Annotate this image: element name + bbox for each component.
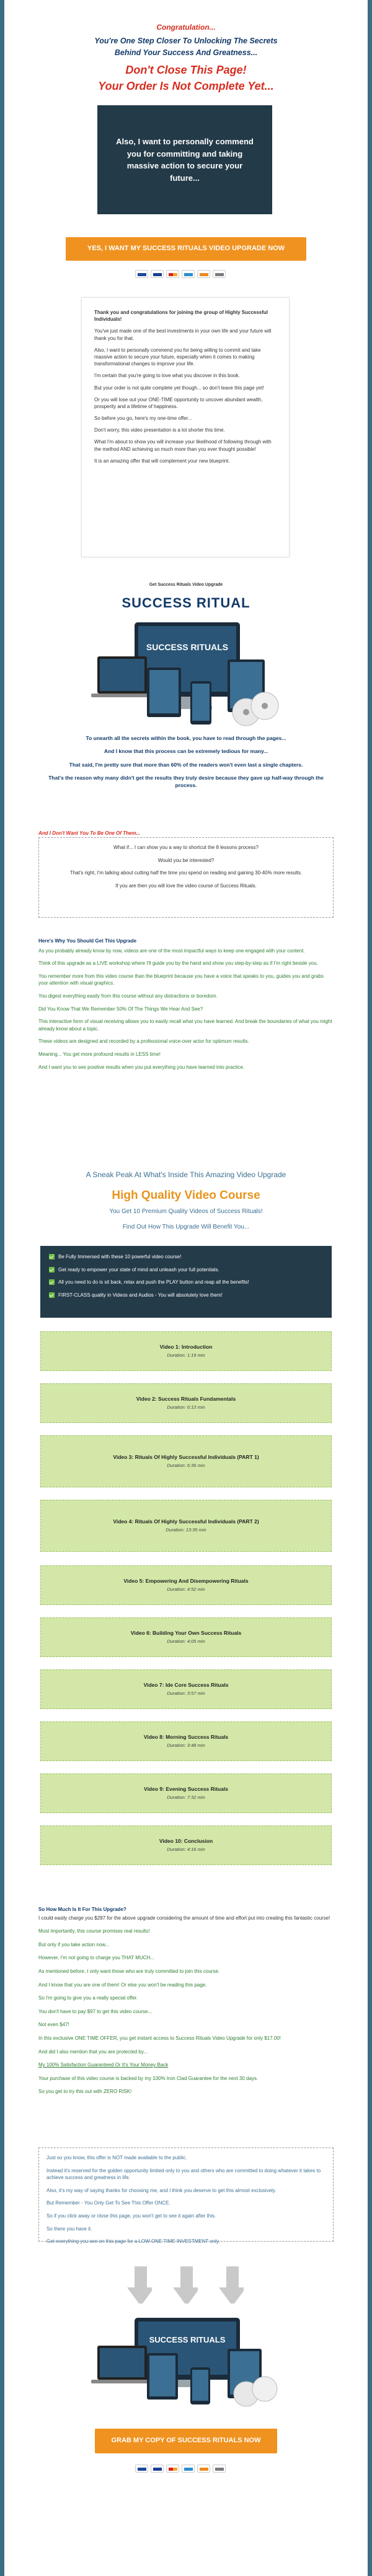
dash1-p3: That's right, I'm talking about cutting half the time you spend on reading and gaining 30-40% more results. <box>69 870 303 876</box>
price-p4: However, I'm not going to charge you THAT MUCH... <box>38 1955 154 1961</box>
dash2-p5: So if you click away or close this page, you won't get to see it again after this. <box>46 2213 216 2219</box>
benefit-text: Get ready to empower your state of mind and unleash your full potentials. <box>58 1266 219 1273</box>
video-title: Video 8: Morning Success Rituals <box>143 1733 229 1740</box>
peek-line-1: A Sneak Peak At What's Inside This Amazing Video Upgrade <box>86 1170 286 1179</box>
video-title: Video 6: Building Your Own Success Rituals <box>130 1629 242 1636</box>
video-duration: Duration: 4:05 min <box>167 1638 205 1645</box>
price-p10: In this exclusive ONE TIME OFFER, you get instant access to Success Rituals Video Upgrade for only $17.00! <box>38 2035 281 2041</box>
video-item-1 <box>40 1331 332 1371</box>
price-p8: You don't have to pay $97 to get this video course... <box>38 2008 153 2014</box>
benefit-item <box>49 1266 323 1274</box>
letter-p3: Also, I want to personally commend you for being willing to commit and take massive action to secure your future, especially when it comes to making transformational changes to improve your life. <box>94 347 261 367</box>
peek-line-2: High Quality Video Course <box>112 1189 260 1202</box>
video-duration: Duration: 6:36 min <box>167 1463 205 1469</box>
product-title: SUCCESS RITUAL <box>122 595 250 611</box>
check-icon <box>49 1279 55 1285</box>
letter-p9: What I'm about to show you will increase your likelihood of following through with the method AND achieving so much more than you ever thought possible! <box>94 439 272 452</box>
video-duration: Duration: 3:48 min <box>167 1743 205 1749</box>
video-item-4 <box>40 1500 332 1552</box>
arrow-down-icon <box>219 2266 244 2304</box>
dash-box-1 <box>38 837 334 918</box>
cta-top-label: YES, I WANT MY SUCCESS RITUALS VIDEO UPGRADE NOW <box>87 245 285 253</box>
video-item-5 <box>40 1565 332 1605</box>
video-player[interactable] <box>97 105 272 214</box>
price-p14: So you get to try this out with ZERO RISK! <box>38 2089 132 2095</box>
video-title: Video 5: Empowering And Disempowering Rituals <box>123 1577 249 1584</box>
blue-line-4: That's the reason why many didn't get the results they truly desire because they gave up half-way through the process. <box>48 774 324 789</box>
price-p5: As mentioned before, I only want those who are truly committed to join this course. <box>38 1968 220 1974</box>
video-item-7 <box>40 1669 332 1709</box>
price-heading: So How Much Is It For This Upgrade? <box>38 1907 126 1912</box>
video-item-6 <box>40 1617 332 1657</box>
video-title: Video 4: Rituals Of Highly Successful Individuals (PART 2) <box>113 1518 259 1525</box>
why-p4: You digest everything easily from this course without any distractions or boredom. <box>38 993 218 999</box>
why-p2: Think of this upgrade as a LIVE workshop where I'll guide you by the hand and show you step-by-step as if I'm right beside you. <box>38 960 318 967</box>
benefit-text: Be Fully Immersed with these 10 powerful video course! <box>58 1254 182 1260</box>
mockup-title: SUCCESS RITUALS <box>149 2335 226 2344</box>
price-p9: Not even $47! <box>38 2022 69 2028</box>
dash2-p3: Also, it's my way of saying thanks for choosing me, and I think you deserve to get this almost exclusively. <box>46 2187 277 2193</box>
mastercard-icon <box>166 270 179 278</box>
benefit-item <box>49 1253 323 1261</box>
video-item-10 <box>40 1825 332 1865</box>
benefit-text: FIRST-CLASS quality in Videos and Audios - You will absolutely love them! <box>58 1292 223 1298</box>
header-line-3: Behind Your Success And Greatness... <box>114 48 258 57</box>
price-p6: And I know that you are one of them! Or else you won't be reading this page. <box>38 1982 207 1988</box>
benefit-text: All you need to do is sit back, relax and push the PLAY button and reap all the benefits! <box>58 1279 249 1286</box>
video-item-2 <box>40 1383 332 1423</box>
header <box>4 22 368 94</box>
benefit-item <box>49 1292 323 1299</box>
check-icon <box>49 1267 55 1273</box>
dash-box-2 <box>38 2147 334 2245</box>
visa-icon <box>151 270 164 278</box>
price-p1: I could easily charge you $297 for the above upgrade considering the amount of time and effort put into creating this fantastic course! <box>38 1915 330 1921</box>
benefits-list <box>40 1246 332 1318</box>
dash1-p1: What if... I can show you a way to shortcut the 8 lessons process? <box>113 845 259 850</box>
letter-box <box>81 297 290 557</box>
discover-icon <box>197 270 210 278</box>
price-p7: So I'm going to give you a really special offer. <box>38 1995 138 2001</box>
visa-icon <box>151 2465 164 2473</box>
video-duration: Duration: 1:19 min <box>167 1352 205 1359</box>
benefit-item <box>49 1279 323 1286</box>
video-title: Video 1: Introduction <box>159 1343 213 1350</box>
dash2-p7: Get everything you see on this page for a LOW ONE TIME INVESTMENT only. <box>46 2239 220 2245</box>
arrow-down-icon <box>127 2266 152 2304</box>
check-icon <box>49 1292 55 1298</box>
dash1-p4: If you are then you will love the video course of Success Rituals. <box>115 882 257 889</box>
letter-p1: Thank you and congratulations for joining the group of Highly Successful Individuals! <box>94 310 268 323</box>
video-title: Video 10: Conclusion <box>159 1837 213 1844</box>
congrats-text: Congratulation... <box>156 23 216 32</box>
why-p8: Meaning... You get more profound results in LESS time! <box>38 1051 161 1057</box>
why-p5: Did You Know That We Remember 50% Of The Things We Hear And See? <box>38 1006 203 1012</box>
intro-lines <box>38 734 334 795</box>
dash2-p2: Instead it's reserved for the golden opportunity limited only to you and others who are committed to doing whatever it takes to achieve success and greatness in life. <box>46 2167 321 2181</box>
dash2-p6: So there you have it. <box>46 2226 92 2232</box>
product-mockup-image-bottom <box>91 2315 283 2408</box>
peek-line-4: Find Out How This Upgrade Will Benefit You... <box>122 1224 250 1230</box>
cta-bottom-button[interactable] <box>95 2429 277 2453</box>
letter-p5: But your order is not quite complete yet though... so don't leave this page yet! <box>94 385 264 391</box>
header-warning-2: Your Order Is Not Complete Yet... <box>98 79 274 92</box>
letter-p6: Or you will lose out your ONE-TIME opportunity to uncover abundant wealth, prosperity and a lifetime of happiness. <box>94 396 263 409</box>
video-title: Video 3: Rituals Of Highly Successful Individuals (PART 1) <box>113 1453 259 1460</box>
video-duration: Duration: 3:57 min <box>167 1690 205 1697</box>
video-item-8 <box>40 1721 332 1761</box>
header-line-2: You're One Step Closer To Unlocking The Secrets <box>94 37 278 46</box>
paypal-icon <box>135 270 148 278</box>
dash1-heading: And I Don't Want You To Be One Of Them... <box>38 830 141 836</box>
product-mockup-image <box>91 619 283 731</box>
blue-line-2: And I know that this process can be extremely tedious for many... <box>104 748 268 755</box>
dash2-p4: But Remember - You Only Get To See This Offer ONCE. <box>46 2200 170 2206</box>
arrow-down-icon <box>173 2266 198 2304</box>
letter-p2: You've just made one of the best investments in your own life and your future will thank you for that. <box>94 328 272 341</box>
peek-line-3: You Get 10 Premium Quality Videos of Success Rituals! <box>109 1208 263 1215</box>
header-warning: Don't Close This Page! <box>125 63 247 76</box>
amex-icon <box>182 2465 195 2473</box>
video-item-3 <box>40 1435 332 1487</box>
paypal-icon <box>135 2465 148 2473</box>
price-p13: Your purchase of this video course is backed by my 100% Iron Clad Guarantee for the next 30 days. <box>38 2075 259 2081</box>
page-container <box>4 0 368 2576</box>
price-p11: And did I also mention that you are protected by... <box>38 2048 148 2055</box>
video-title: Video 9: Evening Success Rituals <box>144 1785 228 1792</box>
price-section <box>38 1906 334 2102</box>
price-p2: Most importantly, this course promises real results! <box>38 1928 150 1934</box>
letter-p10: It is an amazing offer that will complement your new blueprint. <box>94 458 230 464</box>
blue-line-1: To unearth all the secrets within the book, you have to read through the pages... <box>86 735 286 741</box>
mastercard-icon <box>166 2465 179 2473</box>
video-duration: Duration: 4:16 min <box>167 1847 205 1853</box>
video-item-9 <box>40 1773 332 1813</box>
card-icon <box>213 2465 226 2473</box>
cta-top-button[interactable] <box>66 237 306 261</box>
price-p3: But only if you take action now... <box>38 1941 110 1947</box>
letter-p4: I'm certain that you're going to love what you discover in this book. <box>94 373 240 379</box>
why-p7: These videos are designed and recorded by a professional voice-over actor for optimum results. <box>38 1038 249 1045</box>
payment-cards-bottom <box>135 2465 226 2473</box>
letter-p7: So before you go, here's my one-time offer... <box>94 416 192 422</box>
video-duration: Duration: 13:35 min <box>166 1527 206 1533</box>
discover-icon <box>197 2465 210 2473</box>
video-title: Video 2: Success Rituals Fundamentals <box>136 1395 236 1402</box>
letter-p8: Don't worry, this video presentation is a lot shorter this time. <box>94 427 225 433</box>
dash1-p2: Would you be interested? <box>157 857 215 863</box>
card-icon <box>213 270 226 278</box>
product-small-label: Get Success Rituals Video Upgrade <box>149 583 223 587</box>
blue-line-3: That said, I'm pretty sure that more than 60% of the readers won't even last a single chapters. <box>69 761 303 768</box>
why-section <box>38 938 334 1076</box>
mockup-title: SUCCESS RITUALS <box>146 642 229 652</box>
why-heading: Here's Why You Should Get This Upgrade <box>38 938 137 944</box>
dash2-p1: Just so you know, this offer is NOT made available to the public. <box>46 2155 187 2160</box>
why-p3: You remember more from this video course than the blueprint because you have a voice that speaks to you, guides you and grabs your attention with visual graphics. <box>38 973 324 986</box>
video-duration: Duration: 4:52 min <box>167 1586 205 1593</box>
why-p6: This interactive form of visual receiving allows you to easily recall what you have learned. And break the boundaries of what you might already know about a topic. <box>38 1019 332 1032</box>
check-icon <box>49 1254 55 1260</box>
payment-cards <box>135 270 226 278</box>
why-p1: As you probably already know by now, videos are one of the most impactful ways to keep one engaged with your content. <box>38 947 305 954</box>
video-title: Video 7: Ide Core Success Rituals <box>143 1681 229 1688</box>
video-duration: Duration: 6:13 min <box>167 1404 205 1411</box>
why-p9: And I want you to see positive results when you put everything you have learned into practice. <box>38 1064 245 1070</box>
amex-icon <box>182 270 195 278</box>
price-p12: My 100% Satisfaction Guaranteed Or It's Your Money Back <box>38 2062 169 2068</box>
cta-bottom-label: GRAB MY COPY OF SUCCESS RITUALS NOW <box>111 2437 261 2445</box>
video-duration: Duration: 7:32 min <box>167 1795 205 1801</box>
video-caption: Also, I want to personally commend you for committing and taking massive action to secure your future... <box>116 137 254 183</box>
